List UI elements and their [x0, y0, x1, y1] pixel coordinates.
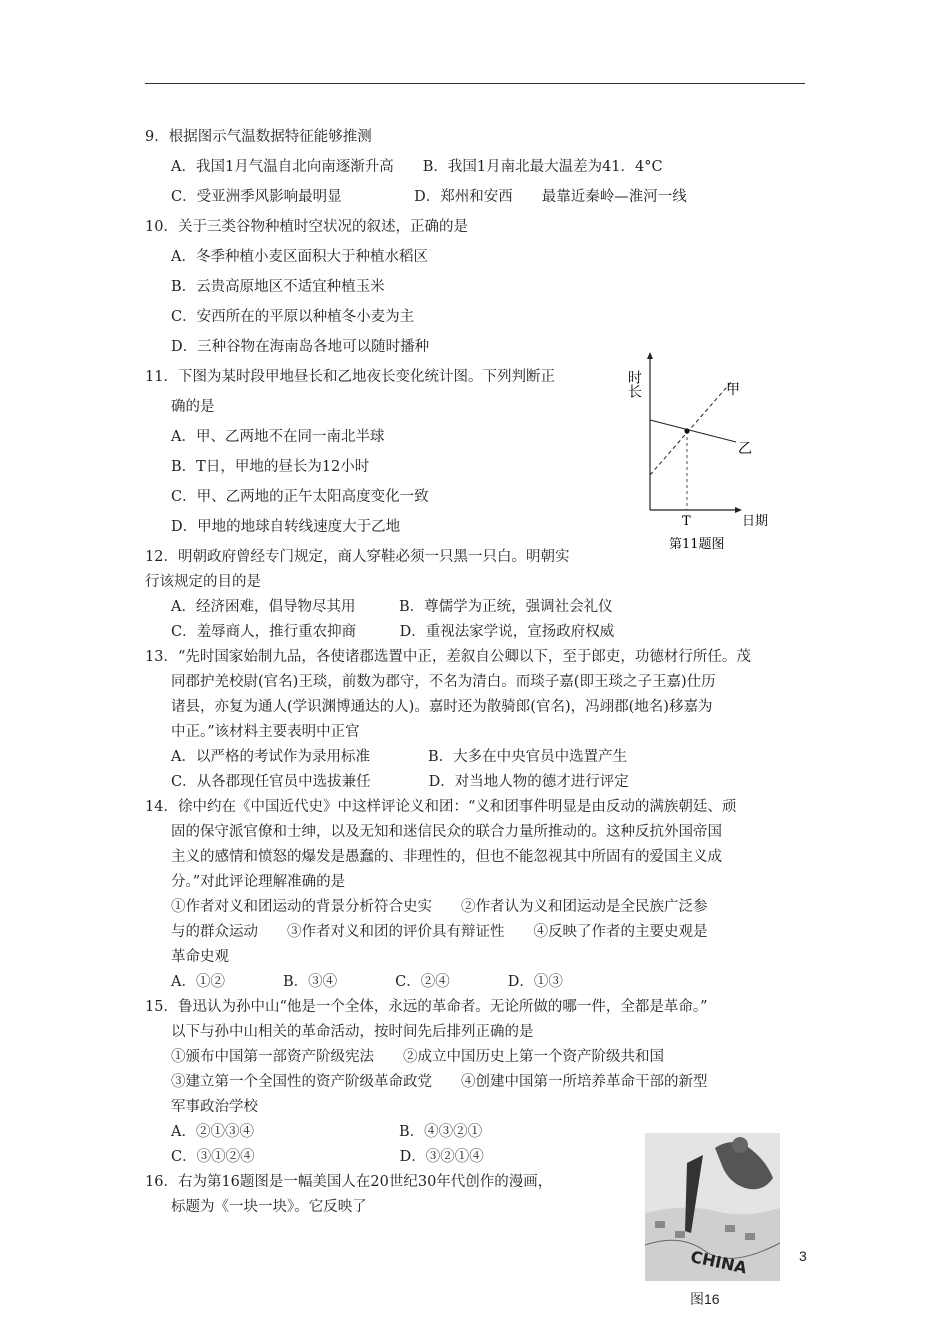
q14-items-3: 革命史观: [171, 949, 229, 965]
q11-option-c: C．甲、乙两地的正午太阳高度变化一致: [171, 489, 429, 505]
q14-stem-cont-1: 固的保守派官僚和士绅，以及无知和迷信民众的联合力量所推动的。这种反抗外国帝国: [171, 824, 722, 840]
x-axis-arrow: [735, 507, 742, 513]
q11-option-b: B．T日，甲地的昼长为12小时: [171, 459, 370, 475]
q12-options-ab: A．经济困难，倡导物尽其用 B．尊儒学为正统，强调社会礼仪: [171, 599, 613, 615]
q14-stem-cont-3: 分。”对此评论理解准确的是: [171, 874, 346, 890]
q10-stem: 10．关于三类谷物种植时空状况的叙述，正确的是: [145, 219, 468, 235]
q15-stem: 15．鲁迅认为孙中山“他是一个全体，永远的革命者。无论所做的哪一件，全都是革命。”: [145, 999, 708, 1015]
q11-stem: 11．下图为某时段甲地昼长和乙地夜长变化统计图。下列判断正: [145, 369, 555, 385]
q15-items-1: ①颁布中国第一部资产阶级宪法 ②成立中国历史上第一个资产阶级共和国: [171, 1049, 664, 1065]
q10-option-d: D．三种谷物在海南岛各地可以随时播种: [171, 339, 430, 355]
q9-stem: 9．根据图示气温数据特征能够推测: [145, 129, 372, 145]
q13-options-ab: A．以严格的考试作为录用标准 B．大多在中央官员中选置产生: [171, 749, 628, 765]
series-yi-label: 乙: [738, 441, 752, 457]
q16-stem-cont: 标题为《一块一块》。它反映了: [171, 1199, 367, 1215]
y-axis-label: 时长: [626, 370, 642, 398]
x-axis-label: 日期: [742, 514, 769, 529]
q15-items-3: 军事政治学校: [171, 1099, 258, 1115]
q15-options-cd: C．③①②④ D．③②①④: [171, 1149, 484, 1165]
q12-stem: 12．明朝政府曾经专门规定，商人穿鞋必须一只黑一只白。明朝实: [145, 549, 570, 565]
q13-options-cd: C．从各郡现任官员中选拔兼任 D．对当地人物的德才进行评定: [171, 774, 629, 790]
fig16-caption: 图16: [690, 1291, 720, 1307]
q16-stem: 16．右为第16题图是一幅美国人在20世纪30年代创作的漫画，: [145, 1174, 553, 1190]
intersection-point: [684, 428, 689, 433]
series-yi-line: [650, 420, 736, 442]
q13-stem-cont-1: 同郡护羌校尉(官名)王琰，前数为郡守，不名为清白。而琰子嘉(即王琰之子王嘉)仕历: [171, 674, 716, 690]
q11-option-d: D．甲地的地球自转线速度大于乙地: [171, 519, 401, 535]
q16-cartoon: [645, 1133, 780, 1281]
q13-stem-cont-3: 中正。”该材料主要表明中正官: [171, 724, 360, 740]
q10-option-c: C．安西所在的平原以种植冬小麦为主: [171, 309, 415, 325]
flag-4: [745, 1233, 755, 1240]
q14-stem-cont-2: 主义的感情和愤怒的爆发是愚蠢的、非理性的，但也不能忽视其中所固有的爱国主义成: [171, 849, 722, 865]
q15-stem-cont: 以下与孙中山相关的革命活动，按时间先后排列正确的是: [171, 1024, 534, 1040]
series-jia-label: 甲: [726, 382, 740, 398]
q9-options-ab: A．我国1月气温自北向南逐渐升高 B．我国1月南北最大温差为41．4°C: [171, 159, 663, 175]
fig11-caption: 第11题图: [669, 537, 725, 552]
q11-stem-cont: 确的是: [171, 399, 215, 415]
q9-options-cd: C．受亚洲季风影响最明显 D．郑州和安西 最靠近秦岭—淮河一线: [171, 189, 687, 205]
q11-figure: [628, 350, 788, 555]
q14-options: A．①② B．③④ C．②④ D．①③: [171, 974, 563, 990]
q10-option-a: A．冬季种植小麦区面积大于种植水稻区: [171, 249, 428, 265]
page-number: 3: [799, 1248, 807, 1264]
q15-items-2: ③建立第一个全国性的资产阶级革命政党 ④创建中国第一所培养革命干部的新型: [171, 1074, 708, 1090]
q15-options-ab: A．②①③④ B．④③②①: [171, 1124, 483, 1140]
cartoon-figure-head: [732, 1137, 748, 1153]
y-axis-arrow: [647, 352, 653, 359]
flag-1: [655, 1221, 665, 1228]
series-jia-line: [650, 380, 733, 475]
q12-stem-cont: 行该规定的目的是: [145, 574, 261, 590]
q14-stem: 14．徐中约在《中国近代史》中这样评论义和团：“义和团事件明显是由反动的满族朝廷、顽: [145, 799, 737, 815]
flag-3: [725, 1225, 735, 1232]
q10-option-b: B．云贵高原地区不适宜种植玉米: [171, 279, 385, 295]
t-label: T: [682, 514, 691, 529]
q13-stem-cont-2: 诸县，亦复为通人(学识渊博通达的人)。嘉时还为散骑郎(官名)，冯翊郡(地名)移嘉为: [171, 699, 713, 715]
q11-option-a: A．甲、乙两地不在同一南北半球: [171, 429, 385, 445]
q12-options-cd: C．羞辱商人，推行重农抑商 D．重视法家学说，宣扬政府权威: [171, 624, 615, 640]
header-rule: [145, 83, 805, 84]
q13-stem: 13．“先时国家始制九品，各使诸郡选置中正，差叙自公卿以下，至于郎吏，功德材行所任。茂: [145, 649, 751, 665]
q14-items-2: 与的群众运动 ③作者对义和团的评价具有辩证性 ④反映了作者的主要史观是: [171, 924, 708, 940]
cartoon-word: CHINA: [688, 1247, 749, 1278]
flag-2: [675, 1231, 685, 1238]
q14-items-1: ①作者对义和团运动的背景分析符合史实 ②作者认为义和团运动是全民族广泛参: [171, 899, 708, 915]
